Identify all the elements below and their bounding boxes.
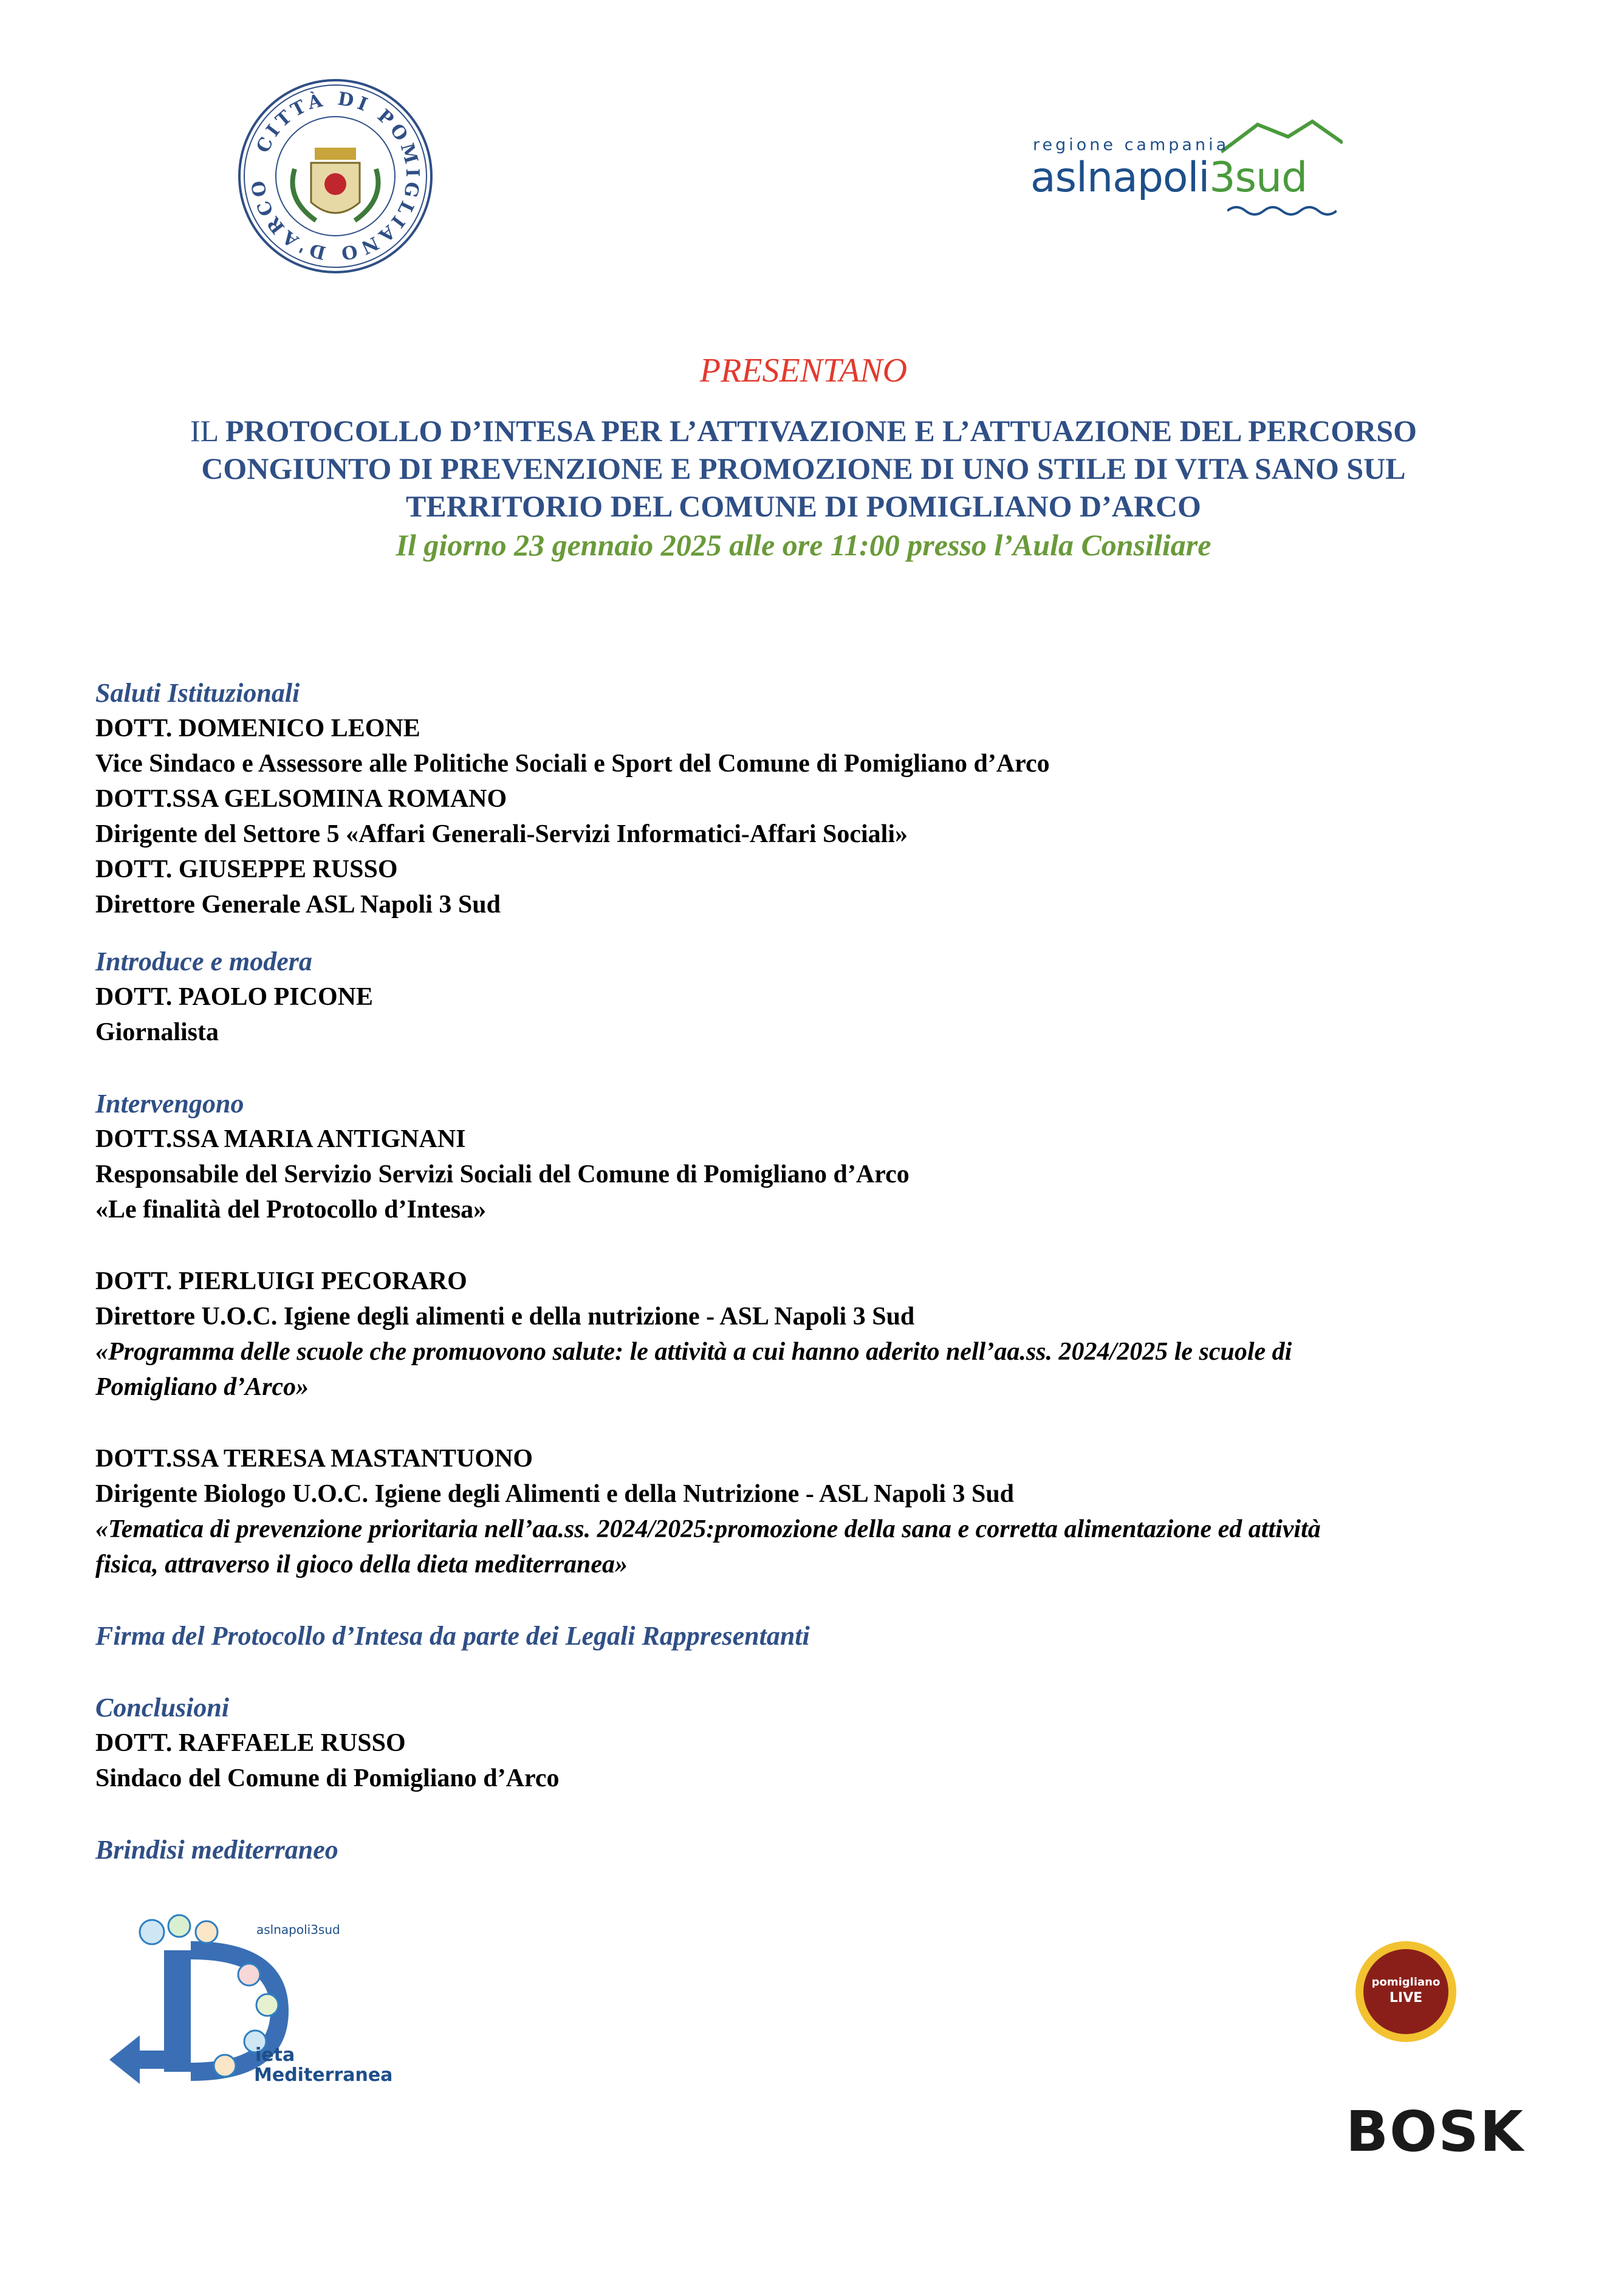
pomlive-text-2: LIVE <box>1389 1990 1423 2006</box>
speaker-role: Dirigente del Settore 5 «Affari Generali-Servizi Informatici-Affari Sociali» <box>95 820 908 848</box>
svg-text:CITTÀ DI POMIGLIANO D'ARCO: CITTÀ DI POMIGLIANO D'ARCO <box>247 88 423 264</box>
speaker-role: Vice Sindaco e Assessore alle Politiche Sociali e Sport del Comune di Pomigliano d’Arco <box>95 750 1050 778</box>
firma-heading: Firma del Protocollo d’Intesa da parte dei Legali Rappresentanti <box>95 1621 810 1651</box>
section-heading: Introduce e modera <box>95 947 312 976</box>
event-date: Il giorno 23 gennaio 2025 alle ore 11:00 presso l’Aula Consiliare <box>396 528 1211 562</box>
program <box>95 676 1529 1868</box>
asl-name: aslnapoli3sud <box>1030 154 1307 202</box>
speaker-role: Giornalista <box>95 1018 219 1046</box>
speaker-role: Dirigente Biologo U.O.C. Igiene degli Alimenti e della Nutrizione - ASL Napoli 3 Sud <box>95 1480 1015 1508</box>
speaker-name: DOTT. GIUSEPPE RUSSO <box>95 855 398 883</box>
speaker-role: Responsabile del Servizio Servizi Sociali del Comune di Pomigliano d’Arco <box>95 1160 910 1188</box>
speaker-topic: «Programma delle scuole che promuovono salute: le attività a cui hanno aderito nell’aa.ss. 2024/2025 le scuole di <box>95 1338 1292 1366</box>
asl-napoli-3-sud-logo <box>1027 118 1343 222</box>
section-heading: Conclusioni <box>95 1693 230 1722</box>
speaker-role: Direttore Generale ASL Napoli 3 Sud <box>95 891 501 919</box>
speaker-role: Sindaco del Comune di Pomigliano d’Arco <box>95 1764 560 1792</box>
speaker-name: DOTT.SSA GELSOMINA ROMANO <box>95 785 507 813</box>
title-line-3: TERRITORIO DEL COMUNE DI POMIGLIANO D’ARCO <box>406 489 1201 523</box>
section-heading: Intervengono <box>95 1089 244 1119</box>
speaker-name: DOTT.SSA TERESA MASTANTUONO <box>95 1445 533 1473</box>
speaker-name: DOTT. DOMENICO LEONE <box>95 715 420 742</box>
dieta-title-2: Mediterranea <box>254 2065 393 2086</box>
asl-region-label: regione campania <box>1033 135 1230 154</box>
speaker-name: DOTT. RAFFAELE RUSSO <box>95 1729 406 1757</box>
pomlive-text-1: pomigliano <box>1371 1976 1441 1989</box>
bosk-logo: BOSK <box>1346 2099 1524 2164</box>
speaker-topic: «Tematica di prevenzione prioritaria nell’aa.ss. 2024/2025:promozione della sana e corretta alimentazione ed attività <box>95 1515 1321 1543</box>
speaker-name: DOTT. PIERLUIGI PECORARO <box>95 1267 467 1295</box>
mountain-icon <box>1221 118 1343 155</box>
speaker-topic: «Le finalità del Protocollo d’Intesa» <box>95 1196 487 1224</box>
presentano-heading: PRESENTANO <box>699 352 908 389</box>
dieta-mediterranea-logo <box>103 1914 393 2096</box>
dieta-title-1: ieta <box>255 2044 295 2066</box>
brindisi-heading: Brindisi mediterraneo <box>95 1835 338 1865</box>
speaker-topic: Pomigliano d’Arco» <box>95 1373 309 1401</box>
pomigliano-live-logo <box>1354 1939 1458 2044</box>
dieta-brand: aslnapoli3sud <box>256 1922 340 1937</box>
section-heading: Saluti Istituzionali <box>95 678 300 708</box>
title-line-1: IL PROTOCOLLO D’INTESA PER L’ATTIVAZIONE E L’ATTUAZIONE DEL PERCORSO <box>190 414 1417 448</box>
waves-icon <box>1227 204 1337 218</box>
speaker-role: Direttore U.O.C. Igiene degli alimenti e della nutrizione - ASL Napoli 3 Sud <box>95 1303 915 1331</box>
title-line-2: CONGIUNTO DI PREVENZIONE E PROMOZIONE DI UNO STILE DI VITA SANO SUL <box>201 451 1406 485</box>
city-seal-logo <box>237 78 434 275</box>
speaker-name: DOTT. PAOLO PICONE <box>95 983 373 1011</box>
speaker-topic: fisica, attraverso il gioco della dieta mediterranea» <box>95 1551 628 1578</box>
speaker-name: DOTT.SSA MARIA ANTIGNANI <box>95 1125 466 1153</box>
